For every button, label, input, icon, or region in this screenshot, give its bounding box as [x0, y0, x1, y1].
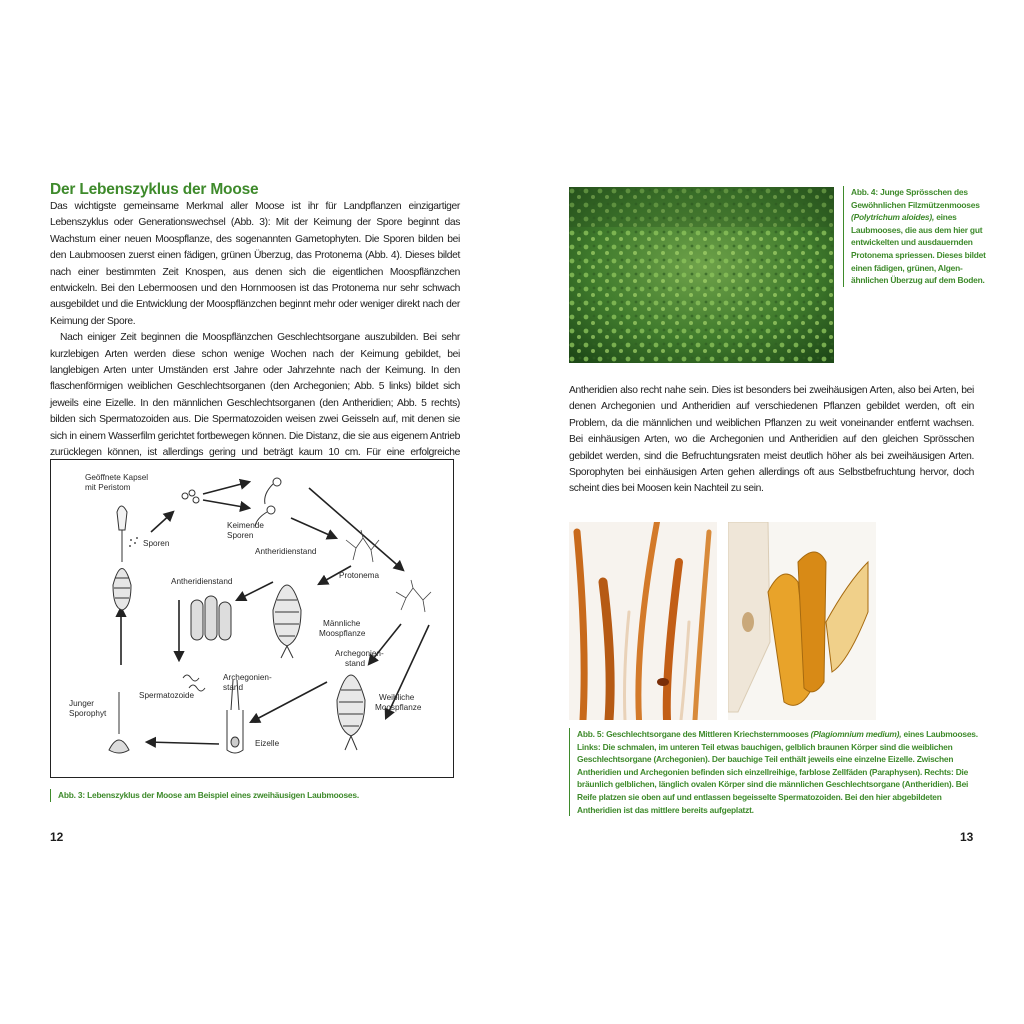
spermatozoiden-illustration — [183, 675, 205, 691]
label-maennliche-2: Moospflanze — [319, 629, 366, 638]
label-sporen: Sporen — [143, 539, 170, 548]
junger-sporophyt-illustration — [109, 692, 129, 753]
label-antheridienstand-top: Antheridienstand — [255, 547, 317, 556]
caption-fig4-text-2: eines Laubmooses, die aus dem hier gut entwickelten und ausdauernden Protonema spriessen. Dieses bildet einen fädigen, grünen, Algen-ähnlichen Überzug auf dem Boden. — [851, 212, 986, 286]
left-paragraph-2: Nach einiger Zeit beginnen die Moospflänzchen Geschlechtsorgane auszubilden. Bei sehr kurzlebigen Arten werden diese schon wenige Wochen nach der Keimung gebildet, bei langlebigen Arten unter Umständen erst Jahre oder Jahrzehnte nach der Keimung. In den flaschenförmigen weiblichen Geschlechtsorganen (den Archegonien; Abb. 5 links) bildet sich jeweils eine Eizelle. In den männlichen Geschlechtsorganen (den Antheridien; Abb. 5 rechts) bilden sich Spermatozoiden aus. Die Spermatozoiden weisen zwei Geisseln auf, mit denen sie sich in einem Wasserfilm gerichtet fortbewegen können. Die Distanz, die sie aus eigenem Antrieb zurücklegen können, ist allerdings gering und beträgt kaum 10 cm. Für eine erfolgreiche — [50, 332, 460, 459]
label-maennliche-1: Männliche — [323, 619, 361, 628]
label-archegonienstand-right-1: Archegonien- — [335, 649, 384, 658]
label-spermatozoide: Spermatozoide — [139, 691, 195, 700]
photo-antheridien — [728, 522, 876, 720]
page-number-right: 13 — [960, 830, 974, 844]
caption-fig4-text: Abb. 4: Junge Sprösschen des Gewöhnlichen Filzmützenmooses — [851, 187, 980, 210]
arrow-kapsel-sporen — [151, 512, 173, 532]
label-keimende-2: Sporen — [227, 531, 254, 540]
caption-fig5 — [569, 728, 982, 816]
caption-fig5-text: Abb. 5: Geschlechtsorgane des Mittleren Kriechsternmooses — [577, 729, 811, 739]
label-archegonienstand-right-2: stand — [345, 659, 366, 668]
label-archegonienstand-mid-1: Archegonien- — [223, 673, 272, 682]
caption-fig4-species: (Polytrichum aloides), — [851, 212, 935, 223]
section-heading: Der Lebenszyklus der Moose — [50, 181, 259, 198]
label-eizelle: Eizelle — [255, 739, 280, 748]
label-junger-2: Sporophyt — [69, 709, 107, 718]
label-weibliche-2: Moospflanze — [375, 703, 422, 712]
kapsel-illustration — [113, 506, 131, 610]
antheridien-illustration — [191, 596, 231, 640]
label-archegonienstand-mid-2: stand — [223, 683, 244, 692]
caption-fig5-text-2: eines Laubmooses. Links: Die schmalen, im unteren Teil etwas bauchigen, gelblich braunen Körper sind die weiblichen Geschlechtsorgane (Archegonien). Der bauchige Teil enthält jeweils eine einzelne Eizelle. Zwischen Antheridien und Archegonien befinden sich einzellreihige, farblose Zellfäden (Paraphysen). Rechts: Die bräunlich gelblichen, länglich ovalen Körper sind die männlichen Geschlechtsorgane (Antheridien). Bei Reife platzen sie oben auf und entlassen begeisselte Spermatozoiden. Bei den hier abgebildeten Antheridien ist das mittlere bereits aufgeplatzt. — [577, 729, 978, 815]
label-antheridienstand-left: Antheridienstand — [171, 577, 233, 586]
keimende-sporen-illustration — [255, 478, 281, 526]
left-paragraph-1: Das wichtigste gemeinsame Merkmal aller Moose ist ihr für Landpflanzen einzigartiger Lebenszyklus oder Generationswechsel (Abb. 3): Mit der Keimung der Spore beginnt das Wachstum einer neuen Moospflanze, des sogenannten Gametophyten. Die Sporen bilden bei den Laubmoosen zuerst einen fädigen, grünen Überzug, das Protonema (Abb. 4). Dieses bildet nach einer bestimmten Zeit Knospen, aus denen sich die eigentlichen Moospflänzchen entwickeln. Bei den Lebermoosen und den Hornmoosen ist das Protonema nur sehr schwach ausgebildet und die Entwicklung der Moospflänzchen beginnt mehr oder weniger direkt nach der Keimung der Spore. — [50, 201, 460, 327]
right-body-text — [569, 383, 974, 498]
label-kapsel-1: Geöffnete Kapsel — [85, 473, 149, 482]
life-cycle-diagram — [50, 459, 454, 778]
sporen-dots — [129, 537, 138, 547]
label-keimende-1: Keimende — [227, 521, 264, 530]
photo-moss-protonema — [569, 187, 834, 363]
label-protonema: Protonema — [339, 571, 380, 580]
page-number-left: 12 — [50, 830, 64, 844]
label-kapsel-2: mit Peristom — [85, 483, 131, 492]
label-junger-1: Junger — [69, 699, 95, 708]
label-weibliche-1: Weibliche — [379, 693, 415, 702]
maennliche-moospflanze-illustration — [273, 585, 301, 658]
caption-fig4 — [843, 186, 986, 287]
caption-fig5-species: (Plagiomnium medium), — [810, 729, 902, 739]
photo-archegonien — [569, 522, 717, 720]
spores-illustration — [182, 490, 199, 503]
weibliche-moospflanze-illustration — [337, 675, 365, 750]
left-body-text — [50, 199, 460, 478]
caption-fig3: Abb. 3: Lebenszyklus der Moose am Beispiel eines zweihäusigen Laubmooses. — [50, 789, 458, 802]
right-paragraph: Antheridien also recht nahe sein. Dies ist besonders bei zweihäusigen Arten, also bei Arten, bei denen Archegonien und Antheridien auf verschiedenen Pflanzen gebildet werden, oft ein Problem, da die männlichen und weiblichen Pflanzen zu weit voneinander entfernt wachsen. Bei einhäusigen Arten, wo die Archegonien und Antheridien auf den gleichen Sprösschen gebildet werden, sind die Befruchtungsraten meist deutlich höher als bei zweihäusigen Arten. Sporophyten bei einhäusigen Arten gehen allerdings oft aus Selbstbefruchtung hervor, doch scheint dies bei Moosen kein Nachteil zu sein. — [569, 385, 974, 495]
